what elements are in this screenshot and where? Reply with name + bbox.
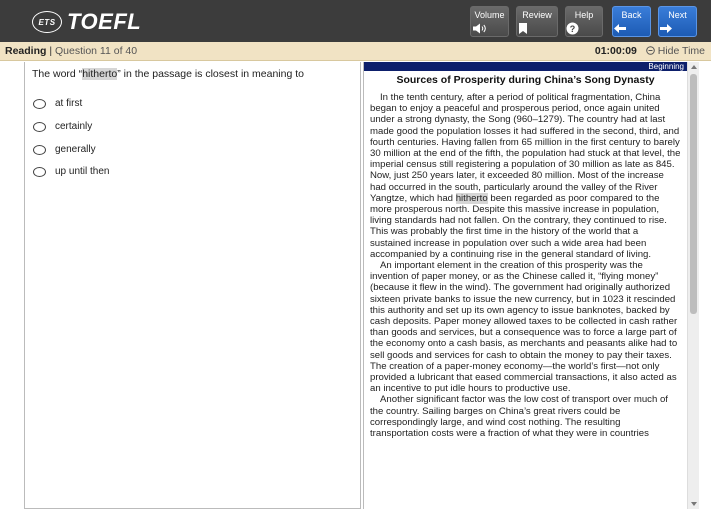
review-button-label: Review	[522, 10, 552, 20]
question-prefix: The word “	[32, 68, 83, 80]
ets-logo-icon: ETS	[32, 11, 62, 33]
answer-option-2[interactable]	[33, 121, 92, 132]
passage-paragraph	[364, 92, 687, 260]
back-button[interactable]	[612, 6, 651, 37]
radio-button[interactable]	[33, 99, 46, 109]
arrow-left-icon	[613, 22, 627, 35]
help-button[interactable]	[565, 6, 603, 37]
radio-button[interactable]	[33, 167, 46, 177]
volume-button-label: Volume	[474, 10, 505, 20]
radio-button[interactable]	[33, 145, 46, 155]
passage-pane	[363, 62, 687, 509]
answer-option-label: at first	[55, 98, 83, 109]
bookmark-icon	[517, 22, 529, 35]
answer-option-label: generally	[55, 144, 96, 155]
review-button[interactable]	[516, 6, 558, 37]
answer-option-3[interactable]	[33, 144, 96, 155]
radio-button[interactable]	[33, 122, 46, 132]
speaker-icon	[471, 22, 487, 35]
minus-circle-icon	[646, 46, 655, 55]
volume-button[interactable]	[470, 6, 509, 37]
next-button-label: Next	[668, 10, 687, 20]
passage-position-bar	[364, 62, 687, 71]
answer-option-label: up until then	[55, 166, 110, 177]
paragraph-text: In the tenth century, after a period of political fragmentation, China began to enjoy a peaceful and prosperous period, once again united under a strong dynasty, the Song (960–1279). The country had at last made good the population losses it had suffered in the second, third, and fourth centuries. Having fallen from 65 million in the first century to barely 30 million at the end of the fifth, the population had stuck at that level, the imperial census still registering a population of 30 million as late as 845. Now, just 250 years later, it exceeded 80 million. Most of the increase had occurred in the south, particularly around the valley of the River Yangtze, which had	[370, 92, 681, 204]
question-suffix: ” in the passage is closest in meaning to	[117, 68, 304, 80]
section-info	[5, 45, 137, 57]
status-bar	[0, 42, 711, 61]
toefl-logo-text: TOEFL	[67, 9, 142, 34]
status-separator: |	[46, 45, 55, 57]
timer-area	[595, 45, 705, 57]
question-pane	[24, 62, 361, 509]
hide-time-label: Hide Time	[657, 45, 705, 57]
passage-paragraph: Another significant factor was the low cost of transport over much of the country. Sailing barges on China’s great rivers could be correspondingly large, and wind cost nothing. The resulting transportation costs were a fraction of what they were in countries	[370, 394, 668, 440]
next-button[interactable]	[658, 6, 697, 37]
question-mark-icon	[566, 22, 579, 35]
question-text	[32, 68, 304, 80]
passage-scrollbar[interactable]	[687, 62, 699, 509]
paragraph-text: been regarded as poor compared to the more prosperous north. Despite this massive increase in population, living standards had not fallen. On the contrary, they continued to rise. This was probably the first time in the history of the world that a sustained increase in population over such a wide area had been accompanied by a continuing rise in the general standard of living.	[370, 192, 667, 260]
highlighted-term: hitherto	[455, 192, 488, 204]
hide-time-toggle[interactable]	[646, 45, 705, 57]
answer-option-label: certainly	[55, 121, 93, 132]
passage-title: Sources of Prosperity during China’s Song Dynasty	[396, 74, 655, 86]
help-button-label: Help	[574, 10, 594, 20]
arrow-right-icon	[659, 22, 673, 35]
timer: 01:00:09	[594, 45, 637, 57]
scroll-down-arrow-icon[interactable]	[691, 502, 697, 506]
passage-position-label: Beginning	[648, 62, 684, 71]
answer-option-4[interactable]	[33, 166, 110, 177]
question-term: hitherto	[82, 68, 118, 80]
section-name: Reading	[5, 45, 47, 57]
passage-paragraph: An important element in the creation of this prosperity was the invention of paper money, or as the Chinese called it, “flying money” (because it flew in the wind). The government had originally authorized sixteen private banks to issue the new currency, but in 1023 it rescinded this authority and set up its own agency to issue banknotes, backed by cash deposits. Paper money allowed taxes to be collected in cash rather than goods and services, but a consequence was to force a large part of the economy onto a cash basis, as merchants and peasants alike had to sell goods and services for cash to obtain the money to pay their taxes. The creation of a paper-money economy—the world’s first—not only provided a lubricant that eased commercial transactions, it also acted as an incentive to put idle hours to productive use.	[370, 260, 678, 395]
logo	[32, 9, 141, 35]
svg-text:?: ?	[569, 24, 576, 34]
top-bar	[0, 0, 711, 42]
scrollbar-thumb[interactable]	[690, 74, 697, 314]
back-button-label: Back	[621, 10, 642, 20]
scroll-up-arrow-icon[interactable]	[691, 65, 697, 69]
question-counter: Question 11 of 40	[54, 45, 138, 57]
answer-option-1[interactable]	[33, 98, 82, 109]
